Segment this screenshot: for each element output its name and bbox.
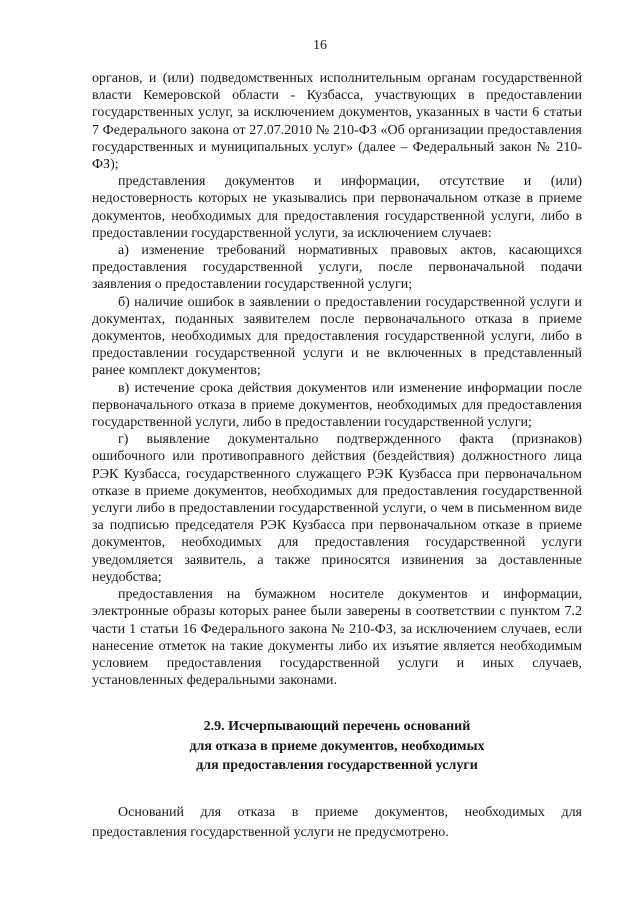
paragraph-item-v: в) истечение срока действия документов или изменение информации после первоначального отказа в приеме документов, необходимых для предоставления государственной услуги, либо в предоставлении государственной услуги; [92,380,582,431]
page-number: 16 [313,38,327,53]
paragraph-item-a: а) изменение требований нормативных правовых актов, касающихся предоставления государственной услуги, после первоначальной подачи заявления о предоставлении государственной услуги; [92,243,582,293]
paragraph-item-b: б) наличие ошибок в заявлении о предоставлении государственной услуги и документах, поданных заявителем после первоначального отказа в приеме документов, необходимых для предоставления государственной услуги, либо в предоставлении государственной услуги и не включенных в представленный ранее комплект документов; [92,294,582,379]
section-heading-2-9 [92,717,582,776]
document-body [92,70,582,843]
paragraph-item-g: г) выявление документально подтвержденного факта (признаков) ошибочного или противоправного действия (бездействия) должностного лица РЭК Кузбасса, государственного служащего РЭК Кузбасса при первоначальном отказе в приеме документов, необходимых для предоставления государственной услуги либо в предоставлении государственной услуги, о чем в письменном виде за подписью председателя РЭК Кузбасса при первоначальном отказе в приеме документов, необходимых для предоставления государственной услуги уведомляется заявитель, а также приносятся извинения за доставленные неудобства; [92,432,582,585]
section-heading-line-3: для предоставления государственной услуги [196,758,478,774]
paragraph-documents-presentation: представления документов и информации, отсутствие и (или) недостоверность которых не указывались при первоначальном отказе в приеме документов, необходимых для предоставления государственной услуги, либо в предоставлении государственной услуги, за исключением случаев: [92,174,582,241]
paragraph-no-grounds: Оснований для отказа в приеме документов, необходимых для предоставления государственной услуги не предусмотрено. [92,804,582,840]
paragraph-continuation: органов, и (или) подведомственных исполнительным органам государственной власти Кемеровской области - Кузбасса, участвующих в предоставлении государственных услуг, за исключением документов, указанных в части 6 статьи 7 Федерального закона от 27.07.2010 № 210-ФЗ «Об организации предоставления государственных и муниципальных услуг» (далее – Федеральный закон № 210-ФЗ); [92,71,582,173]
section-heading-line-2: для отказа в приеме документов, необходимых [189,738,485,754]
section-heading-line-1: 2.9. Исчерпывающий перечень оснований [203,719,471,735]
paragraph-paper-documents: предоставления на бумажном носителе документов и информации, электронные образы которых ранее были заверены в соответствии с пунктом 7.2 части 1 статьи 16 Федерального закона № 210-ФЗ, за исключением случаев, если нанесение отметок на такие документы либо их изъятие является необходимым условием предоставления государственной услуги и иных случаев, установленных федеральными законами. [92,587,582,689]
